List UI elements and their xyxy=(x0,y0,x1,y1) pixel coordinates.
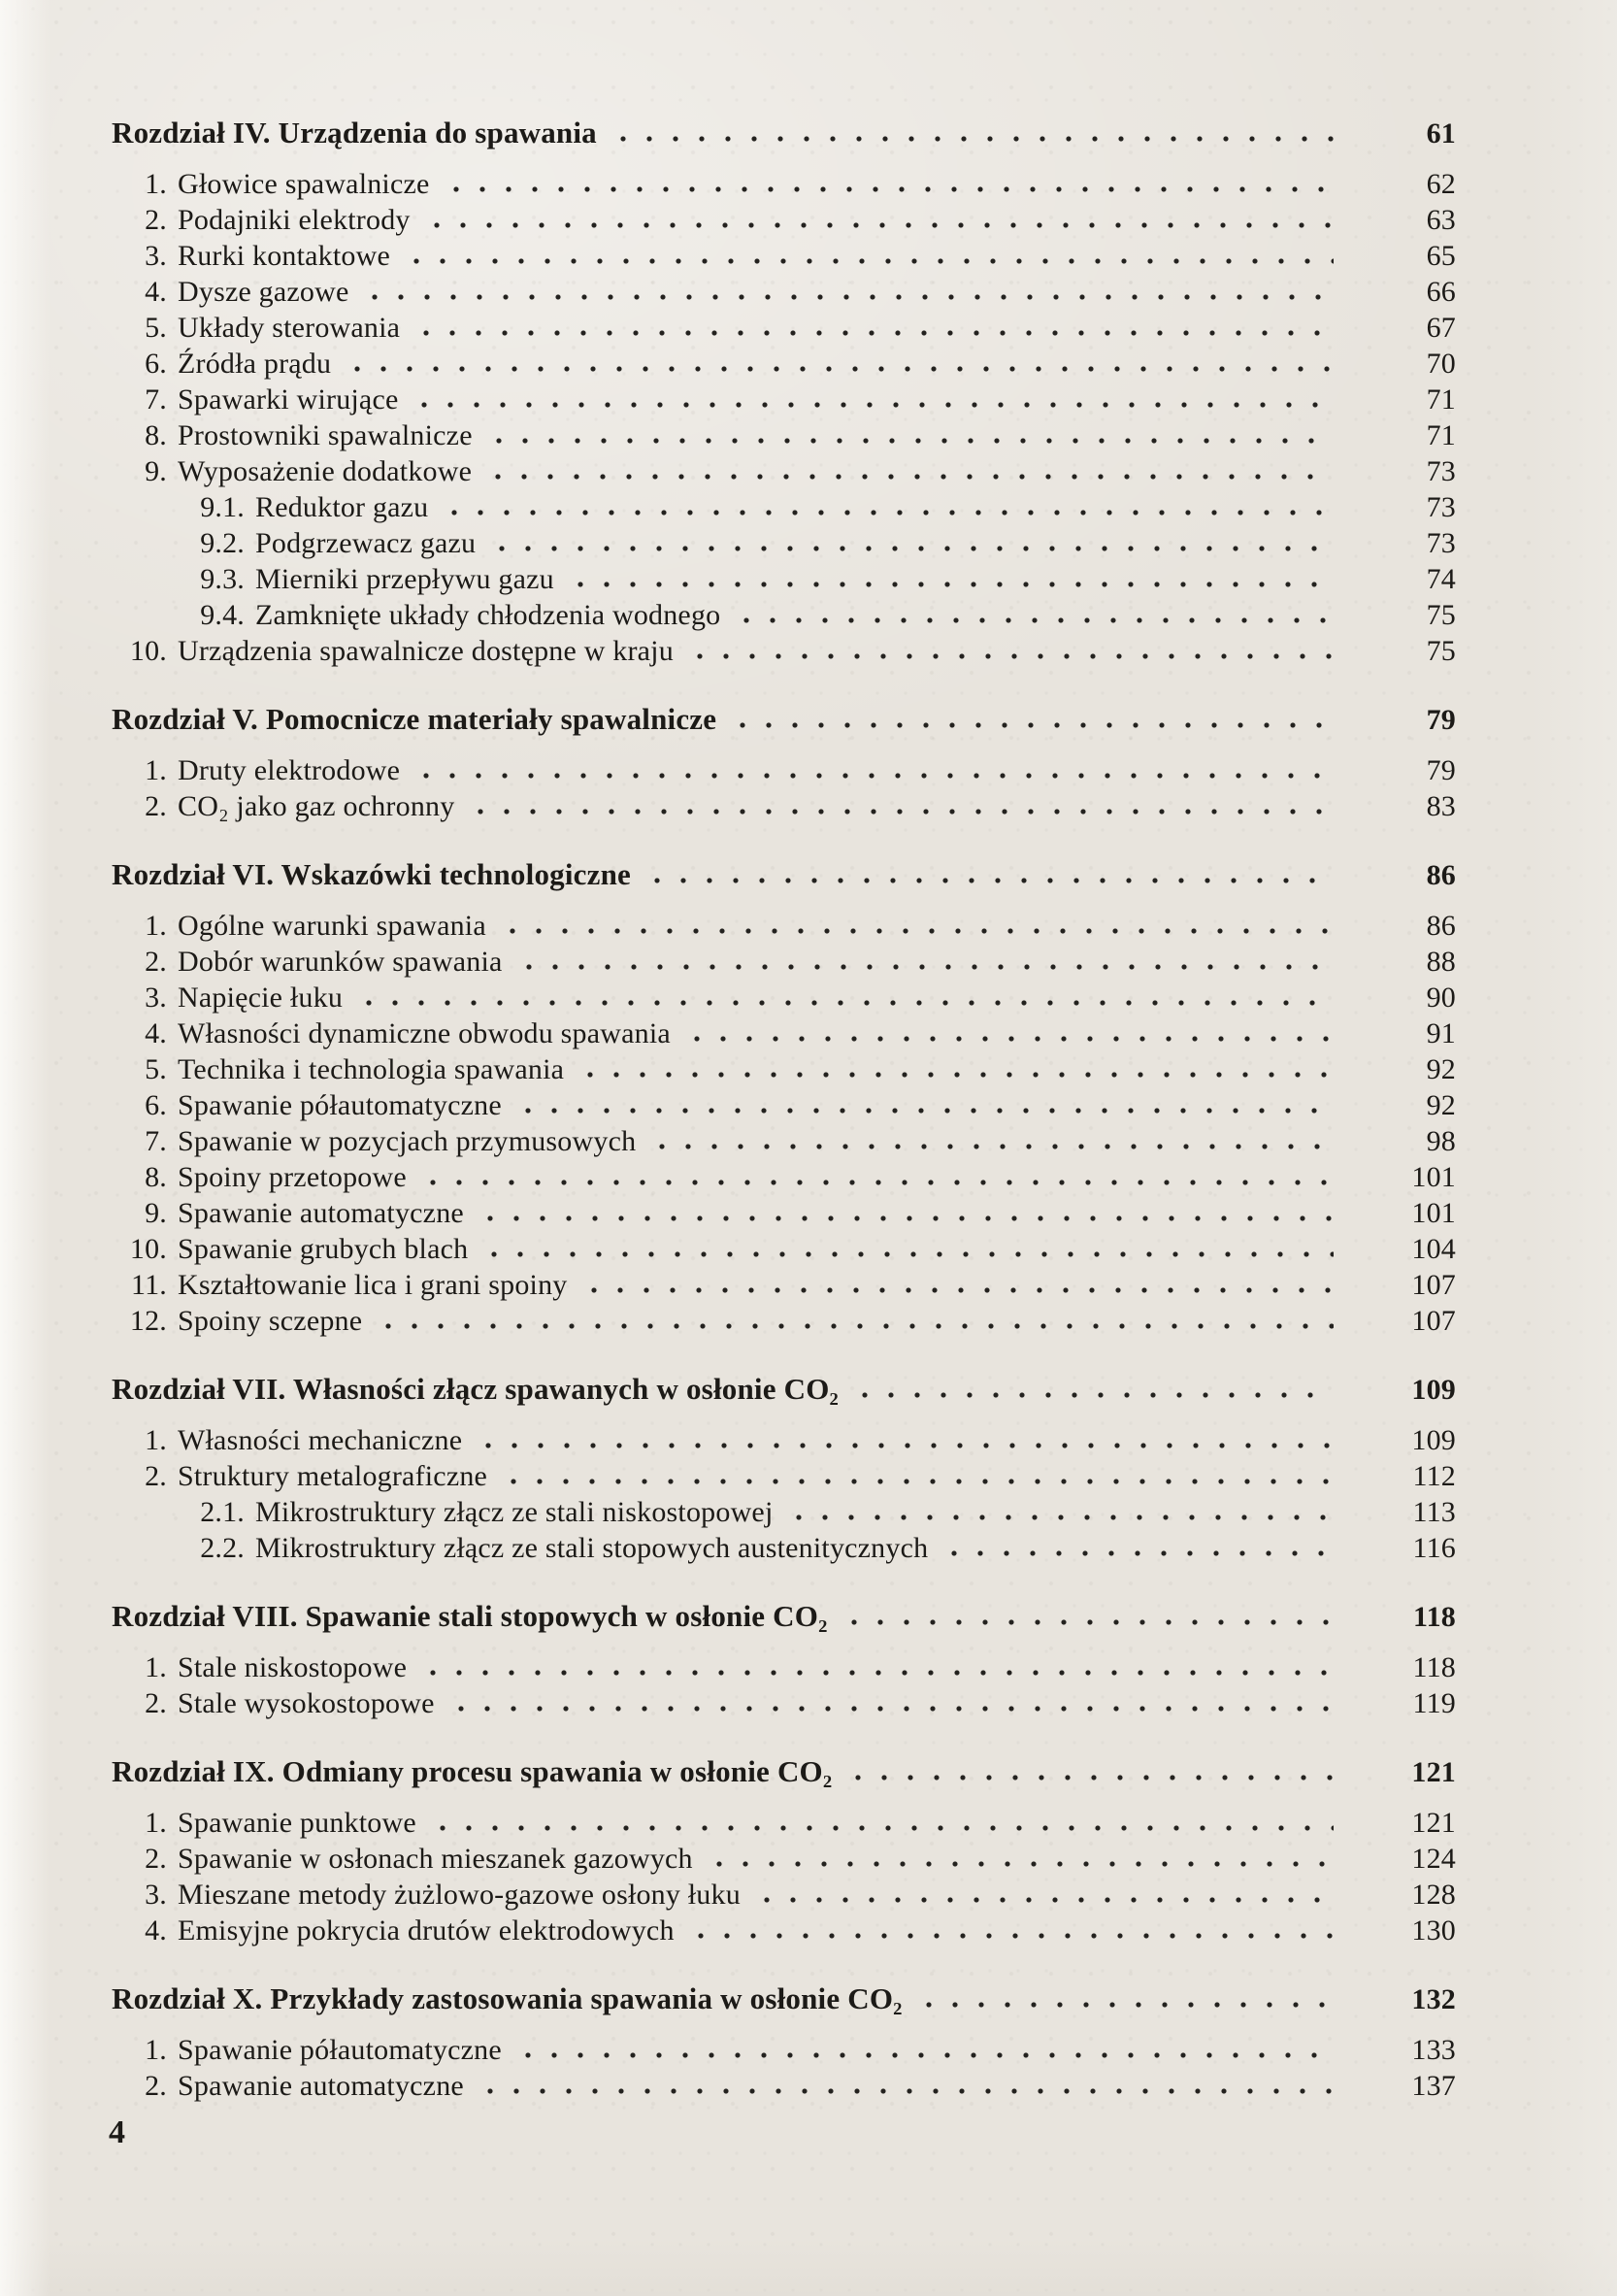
item-number: 11. xyxy=(131,1269,167,1301)
item-title: Mierniki przepływu gazu xyxy=(255,563,554,595)
item-title: Zamknięte układy chłodzenia wodnego xyxy=(255,599,721,631)
toc-item-row xyxy=(112,2068,1456,2104)
item-title: Układy sterowania xyxy=(178,312,401,344)
item-number: 2. xyxy=(145,204,167,236)
dot-leader xyxy=(694,1036,1334,1042)
toc-item-row xyxy=(112,1458,1456,1494)
toc-items-group xyxy=(112,752,1456,824)
toc-chapter-row xyxy=(112,1980,1456,2017)
chapter-page-number: 121 xyxy=(1411,1756,1456,1788)
item-page-number: 73 xyxy=(1426,527,1456,559)
item-title: Urządzenia spawalnicze dostępne w kraju xyxy=(178,635,674,667)
item-page-number: 65 xyxy=(1426,240,1456,272)
item-page-number: 66 xyxy=(1426,276,1456,308)
toc-item-row xyxy=(112,310,1456,346)
item-title: Dobór warunków spawania xyxy=(178,946,503,978)
toc-items-group xyxy=(112,2032,1456,2104)
item-page-number: 116 xyxy=(1412,1532,1456,1564)
dot-leader xyxy=(487,1215,1334,1221)
dot-leader xyxy=(491,1251,1334,1257)
chapter-title: Rozdział IV. Urządzenia do spawania xyxy=(112,116,597,150)
toc-item-row xyxy=(112,944,1456,980)
item-page-number: 75 xyxy=(1426,599,1456,631)
chapter-page-number: 132 xyxy=(1411,1983,1456,2015)
dot-leader xyxy=(796,1514,1334,1520)
toc-item-row xyxy=(112,1530,1456,1566)
table-of-contents xyxy=(112,115,1456,2104)
dot-leader xyxy=(862,1392,1334,1398)
toc-item-row xyxy=(112,1841,1456,1877)
chapter-title: Rozdział VII. Własności złącz spawanych w osłonie CO₂ xyxy=(112,1372,840,1406)
dot-leader xyxy=(496,438,1334,444)
dot-leader xyxy=(413,258,1334,264)
item-title: Spawanie w osłonach mieszanek gazowych xyxy=(178,1843,693,1875)
item-number: 2. xyxy=(145,2070,167,2102)
item-page-number: 63 xyxy=(1426,204,1456,236)
item-page-number: 62 xyxy=(1426,168,1456,200)
toc-chapter-row xyxy=(112,115,1456,151)
toc-item-row xyxy=(112,453,1456,489)
item-title: Druty elektrodowe xyxy=(178,754,401,786)
toc-item-row xyxy=(112,1422,1456,1458)
dot-leader xyxy=(743,617,1334,623)
toc-item-row xyxy=(112,489,1456,525)
item-number: 10. xyxy=(129,1233,167,1265)
item-title: Spawanie w pozycjach przymusowych xyxy=(178,1125,637,1157)
item-title: Struktury metalograficzne xyxy=(178,1460,488,1492)
toc-item-row xyxy=(112,1494,1456,1530)
toc-item-row xyxy=(112,2032,1456,2068)
dot-leader xyxy=(458,1706,1334,1712)
toc-section xyxy=(112,115,1456,669)
dot-leader xyxy=(697,653,1334,659)
toc-section xyxy=(112,1980,1456,2104)
dot-leader xyxy=(951,1550,1334,1556)
toc-item-row xyxy=(112,1195,1456,1231)
item-number: 1. xyxy=(145,910,167,942)
item-number: 9.1. xyxy=(200,491,245,523)
chapter-page-number: 61 xyxy=(1426,117,1456,150)
item-title: Głowice spawalnicze xyxy=(178,168,430,200)
chapter-title: Rozdział V. Pomocnicze materiały spawalnicze xyxy=(112,702,717,736)
item-number: 6. xyxy=(145,1089,167,1121)
page-number: 4 xyxy=(109,2114,125,2150)
item-number: 2.1. xyxy=(200,1496,245,1528)
item-number: 5. xyxy=(145,312,167,344)
item-title: Prostowniki spawalnicze xyxy=(178,419,473,451)
toc-item-row xyxy=(112,346,1456,382)
item-number: 1. xyxy=(145,1807,167,1839)
dot-leader xyxy=(659,1144,1334,1149)
dot-leader xyxy=(511,1479,1334,1484)
item-page-number: 128 xyxy=(1411,1879,1456,1911)
chapter-page-number: 109 xyxy=(1411,1374,1456,1406)
toc-item-row xyxy=(112,1877,1456,1913)
dot-leader xyxy=(487,2088,1334,2094)
item-page-number: 113 xyxy=(1412,1496,1456,1528)
item-number: 7. xyxy=(145,1125,167,1157)
item-number: 1. xyxy=(145,1651,167,1683)
item-page-number: 101 xyxy=(1411,1197,1456,1229)
item-number: 12. xyxy=(129,1305,167,1337)
toc-item-row xyxy=(112,274,1456,310)
dot-leader xyxy=(525,1108,1334,1114)
toc-item-row xyxy=(112,980,1456,1015)
dot-leader xyxy=(578,582,1334,587)
item-page-number: 88 xyxy=(1426,946,1456,978)
item-number: 9. xyxy=(145,1197,167,1229)
item-page-number: 101 xyxy=(1411,1161,1456,1193)
item-page-number: 107 xyxy=(1411,1269,1456,1301)
dot-leader xyxy=(423,773,1334,779)
item-title: Napięcie łuku xyxy=(178,982,344,1014)
dot-leader xyxy=(440,1825,1334,1831)
toc-item-row xyxy=(112,382,1456,417)
item-page-number: 121 xyxy=(1411,1807,1456,1839)
item-page-number: 112 xyxy=(1412,1460,1456,1492)
item-page-number: 90 xyxy=(1426,982,1456,1014)
item-title: Spawarki wirujące xyxy=(178,383,399,416)
item-number: 7. xyxy=(145,383,167,416)
toc-section xyxy=(112,1598,1456,1721)
item-title: Własności dynamiczne obwodu spawania xyxy=(178,1017,671,1049)
toc-item-row xyxy=(112,1805,1456,1841)
toc-section xyxy=(112,1371,1456,1566)
item-page-number: 67 xyxy=(1426,312,1456,344)
item-number: 9.3. xyxy=(200,563,245,595)
item-title: Spoiny sczepne xyxy=(178,1305,363,1337)
item-page-number: 109 xyxy=(1411,1424,1456,1456)
item-number: 2. xyxy=(145,946,167,978)
item-title: Źródła prądu xyxy=(178,348,332,380)
chapter-title: Rozdział X. Przykłady zastosowania spawania w osłonie CO₂ xyxy=(112,1981,903,2015)
item-title: Mikrostruktury złącz ze stali niskostopowej xyxy=(255,1496,774,1528)
chapter-title: Rozdział VI. Wskazówki technologiczne xyxy=(112,857,631,891)
item-title: Reduktor gazu xyxy=(255,491,429,523)
item-title: Mieszane metody żużlowo-gazowe osłony łuku xyxy=(178,1879,741,1911)
dot-leader xyxy=(453,186,1334,192)
item-number: 2. xyxy=(145,1460,167,1492)
item-page-number: 92 xyxy=(1426,1053,1456,1085)
toc-item-row xyxy=(112,525,1456,561)
item-page-number: 91 xyxy=(1426,1017,1456,1049)
dot-leader xyxy=(926,2002,1334,2008)
item-page-number: 83 xyxy=(1426,790,1456,822)
item-title: Podgrzewacz gazu xyxy=(255,527,477,559)
dot-leader xyxy=(366,1000,1334,1006)
toc-item-row xyxy=(112,1303,1456,1339)
toc-item-row xyxy=(112,1649,1456,1685)
chapter-page-number: 79 xyxy=(1426,704,1456,736)
dot-leader xyxy=(764,1897,1334,1903)
toc-item-row xyxy=(112,166,1456,202)
dot-leader xyxy=(434,222,1334,228)
toc-items-group xyxy=(112,908,1456,1339)
toc-item-row xyxy=(112,1123,1456,1159)
toc-item-row xyxy=(112,1913,1456,1948)
item-page-number: 73 xyxy=(1426,491,1456,523)
item-title: Spawanie grubych blach xyxy=(178,1233,469,1265)
chapter-page-number: 86 xyxy=(1426,859,1456,891)
item-number: 2. xyxy=(145,1687,167,1719)
toc-items-group xyxy=(112,1422,1456,1566)
item-number: 8. xyxy=(145,1161,167,1193)
toc-chapter-row xyxy=(112,1371,1456,1408)
item-number: 2. xyxy=(145,790,167,822)
toc-item-row xyxy=(112,633,1456,669)
item-page-number: 71 xyxy=(1426,419,1456,451)
item-number: 2. xyxy=(145,1843,167,1875)
dot-leader xyxy=(478,809,1334,815)
toc-item-row xyxy=(112,238,1456,274)
toc-items-group xyxy=(112,1805,1456,1948)
toc-item-row xyxy=(112,788,1456,824)
dot-leader xyxy=(525,2052,1334,2058)
item-title: Spawanie automatyczne xyxy=(178,1197,464,1229)
item-page-number: 119 xyxy=(1412,1687,1456,1719)
toc-item-row xyxy=(112,1087,1456,1123)
item-page-number: 86 xyxy=(1426,910,1456,942)
dot-leader xyxy=(430,1670,1334,1676)
dot-leader xyxy=(451,510,1334,516)
item-title: Kształtowanie lica i grani spoiny xyxy=(178,1269,568,1301)
item-number: 4. xyxy=(145,276,167,308)
item-page-number: 70 xyxy=(1426,348,1456,380)
dot-leader xyxy=(385,1323,1334,1329)
toc-chapter-row xyxy=(112,1753,1456,1790)
toc-item-row xyxy=(112,908,1456,944)
dot-leader xyxy=(855,1775,1334,1780)
dot-leader xyxy=(499,546,1334,551)
item-title: Mikrostruktury złącz ze stali stopowych austenitycznych xyxy=(255,1532,929,1564)
item-title: Wyposażenie dodatkowe xyxy=(178,455,473,487)
item-page-number: 73 xyxy=(1426,455,1456,487)
item-number: 8. xyxy=(145,419,167,451)
item-title: Technika i technologia spawania xyxy=(178,1053,565,1085)
item-title: Spawanie punktowe xyxy=(178,1807,416,1839)
item-page-number: 124 xyxy=(1411,1843,1456,1875)
item-title: Emisyjne pokrycia drutów elektrodowych xyxy=(178,1914,675,1947)
toc-item-row xyxy=(112,597,1456,633)
dot-leader xyxy=(495,474,1334,480)
dot-leader xyxy=(421,402,1334,408)
chapter-title: Rozdział IX. Odmiany procesu spawania w osłonie CO₂ xyxy=(112,1754,833,1788)
toc-items-group xyxy=(112,1649,1456,1721)
item-number: 10. xyxy=(129,635,167,667)
toc-chapter-row xyxy=(112,856,1456,893)
item-title: Spawanie półautomatyczne xyxy=(178,1089,502,1121)
item-page-number: 74 xyxy=(1426,563,1456,595)
dot-leader xyxy=(485,1443,1334,1448)
toc-chapter-row xyxy=(112,1598,1456,1635)
item-number: 3. xyxy=(145,240,167,272)
item-page-number: 130 xyxy=(1411,1914,1456,1947)
item-title: Spawanie automatyczne xyxy=(178,2070,464,2102)
toc-section xyxy=(112,701,1456,824)
item-title: CO₂ jako gaz ochronny xyxy=(178,790,455,822)
chapter-title: Rozdział VIII. Spawanie stali stopowych w osłonie CO₂ xyxy=(112,1599,828,1633)
toc-item-row xyxy=(112,1267,1456,1303)
toc-item-row xyxy=(112,1015,1456,1051)
toc-item-row xyxy=(112,752,1456,788)
toc-section xyxy=(112,1753,1456,1948)
item-number: 3. xyxy=(145,1879,167,1911)
dot-leader xyxy=(423,330,1334,336)
chapter-page-number: 118 xyxy=(1413,1601,1456,1633)
item-page-number: 133 xyxy=(1411,2034,1456,2066)
item-page-number: 92 xyxy=(1426,1089,1456,1121)
item-number: 9.2. xyxy=(200,527,245,559)
dot-leader xyxy=(698,1933,1334,1939)
item-title: Spawanie półautomatyczne xyxy=(178,2034,502,2066)
item-title: Podajniki elektrody xyxy=(178,204,411,236)
item-title: Dysze gazowe xyxy=(178,276,349,308)
dot-leader xyxy=(587,1072,1334,1078)
item-number: 1. xyxy=(145,168,167,200)
toc-item-row xyxy=(112,1051,1456,1087)
item-page-number: 75 xyxy=(1426,635,1456,667)
item-number: 5. xyxy=(145,1053,167,1085)
dot-leader xyxy=(430,1180,1334,1185)
item-page-number: 137 xyxy=(1411,2070,1456,2102)
item-page-number: 104 xyxy=(1411,1233,1456,1265)
toc-items-group xyxy=(112,166,1456,669)
toc-item-row xyxy=(112,1159,1456,1195)
toc-section xyxy=(112,856,1456,1339)
toc-item-row xyxy=(112,1231,1456,1267)
item-number: 2.2. xyxy=(200,1532,245,1564)
item-number: 1. xyxy=(145,754,167,786)
dot-leader xyxy=(372,294,1334,300)
item-number: 9.4. xyxy=(200,599,245,631)
dot-leader xyxy=(716,1861,1334,1867)
dot-leader xyxy=(851,1619,1334,1625)
toc-item-row xyxy=(112,417,1456,453)
item-number: 4. xyxy=(145,1017,167,1049)
item-page-number: 98 xyxy=(1426,1125,1456,1157)
item-page-number: 79 xyxy=(1426,754,1456,786)
dot-leader xyxy=(526,964,1334,970)
item-page-number: 71 xyxy=(1426,383,1456,416)
item-number: 3. xyxy=(145,982,167,1014)
item-title: Rurki kontaktowe xyxy=(178,240,391,272)
item-title: Stale wysokostopowe xyxy=(178,1687,435,1719)
item-title: Stale niskostopowe xyxy=(178,1651,408,1683)
item-number: 9. xyxy=(145,455,167,487)
item-number: 1. xyxy=(145,1424,167,1456)
dot-leader xyxy=(654,878,1334,883)
item-number: 1. xyxy=(145,2034,167,2066)
item-page-number: 118 xyxy=(1412,1651,1456,1683)
toc-chapter-row xyxy=(112,701,1456,738)
item-title: Spoiny przetopowe xyxy=(178,1161,407,1193)
dot-leader xyxy=(510,928,1334,934)
item-page-number: 107 xyxy=(1411,1305,1456,1337)
item-title: Własności mechaniczne xyxy=(178,1424,463,1456)
item-number: 6. xyxy=(145,348,167,380)
toc-item-row xyxy=(112,1685,1456,1721)
item-number: 4. xyxy=(145,1914,167,1947)
dot-leader xyxy=(354,366,1334,372)
dot-leader xyxy=(620,136,1334,142)
toc-item-row xyxy=(112,561,1456,597)
dot-leader xyxy=(591,1287,1335,1293)
item-title: Ogólne warunki spawania xyxy=(178,910,486,942)
dot-leader xyxy=(740,722,1334,728)
toc-item-row xyxy=(112,202,1456,238)
